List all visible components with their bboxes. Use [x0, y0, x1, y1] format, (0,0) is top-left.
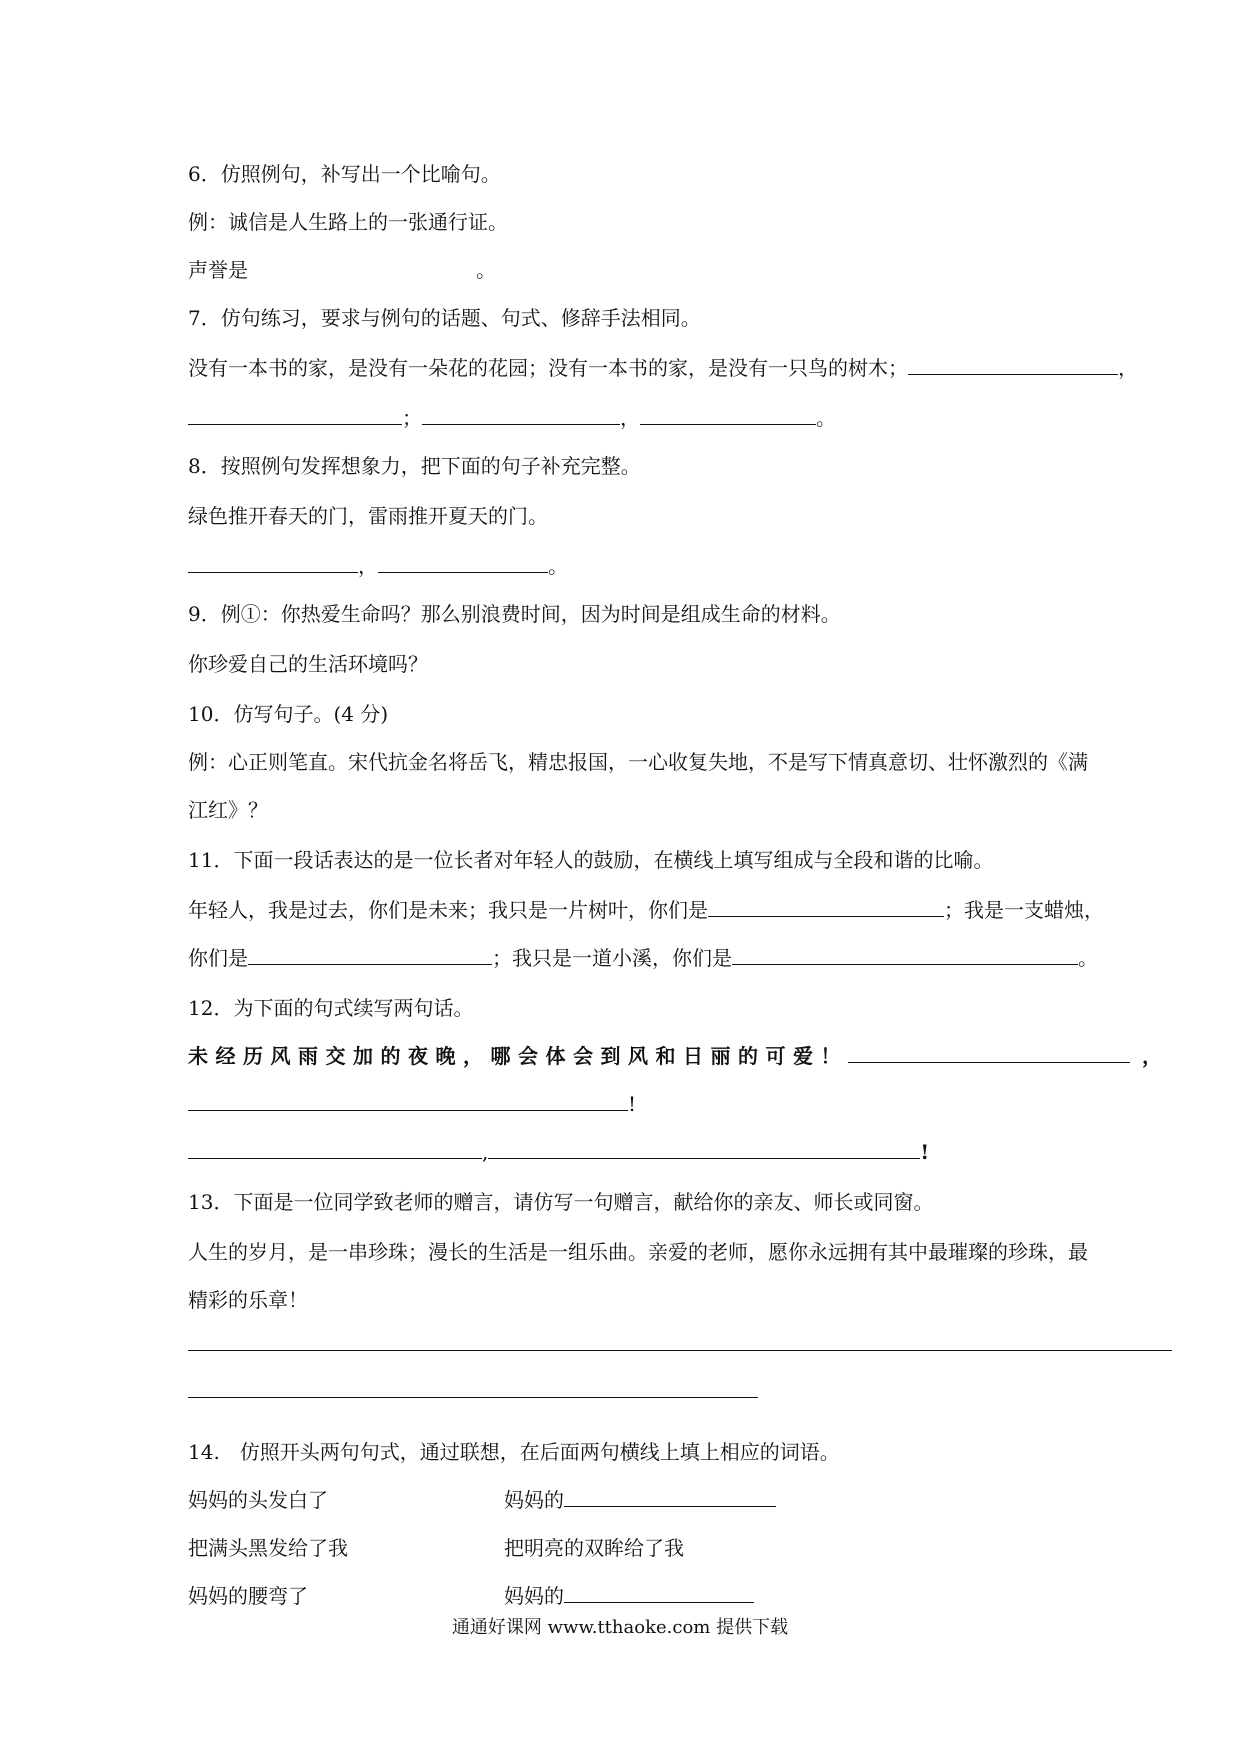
q7-end: 。: [816, 406, 836, 430]
q14-title: 14. 仿照开头两句句式，通过联想，在后面两句横线上填上相应的词语。: [188, 1440, 840, 1464]
q11-line1: [188, 896, 1104, 924]
q14-row-1-left: 妈妈的头发白了: [188, 1488, 328, 1512]
q7-blank-1[interactable]: [908, 354, 1118, 375]
q11-text-1: 年轻人，我是过去，你们是未来；我只是一片树叶，你们是: [188, 898, 708, 922]
q14-blank-2[interactable]: [564, 1582, 754, 1603]
q13-line1: 人生的岁月，是一串珍珠；漫长的生活是一组乐曲。亲爱的老师，愿你永远拥有其中最璀璨的珍珠，最: [188, 1240, 1088, 1264]
q7-blank-3[interactable]: [422, 404, 620, 425]
q12-line1: [188, 1042, 1162, 1070]
q12-line3: [188, 1138, 929, 1166]
q12-excl-1: !: [628, 1092, 637, 1116]
q12-comma: ，: [1142, 1044, 1162, 1068]
q6-prompt: 声誉是: [188, 258, 248, 282]
q11-blank-2[interactable]: [248, 944, 492, 965]
q8-comma: ，: [358, 554, 378, 578]
q10-example-line2: 江红》？: [188, 798, 268, 822]
page-footer: 通通好课网 www.tthaoke.com 提供下载: [451, 1617, 789, 1638]
q14-row-1-right: [504, 1486, 776, 1514]
q12-blank-2[interactable]: [188, 1090, 628, 1111]
q9-prompt: 你珍爱自己的生活环境吗？: [188, 652, 428, 676]
q7-blank-4[interactable]: [640, 404, 816, 425]
q8-example: 绿色推开春天的门，雷雨推开夏天的门。: [188, 504, 548, 528]
q14-row-1-prefix: 妈妈的: [504, 1488, 564, 1512]
q11-blank-1[interactable]: [708, 896, 944, 917]
q8-title: 8．按照例句发挥想象力，把下面的句子补充完整。: [188, 454, 641, 478]
q8-blank-2[interactable]: [378, 552, 548, 573]
q14-row-3-left: 妈妈的腰弯了: [188, 1584, 308, 1608]
q7-semicolon: ；: [402, 406, 422, 430]
q14-blank-1[interactable]: [564, 1486, 776, 1507]
q11-title: 11．下面一段话表达的是一位长者对年轻人的鼓励，在横线上填写组成与全段和谐的比喻。: [188, 848, 994, 872]
q14-row-2-right: 把明亮的双眸给了我: [504, 1536, 684, 1560]
q8-end: 。: [548, 554, 568, 578]
q9-title: 9．例①：你热爱生命吗？那么别浪费时间，因为时间是组成生命的材料。: [188, 602, 841, 626]
q10-title: 10．仿写句子。(4 分): [188, 702, 389, 726]
q11-text-3: 你们是: [188, 946, 248, 970]
q11-text-4: ；我只是一道小溪，你们是: [492, 946, 732, 970]
q12-title: 12．为下面的句式续写两句话。: [188, 996, 474, 1020]
q7-blank-2[interactable]: [188, 404, 402, 425]
q14-row-2-left: 把满头黑发给了我: [188, 1536, 348, 1560]
q6-example: 例：诚信是人生路上的一张通行证。: [188, 210, 508, 234]
q11-end: 。: [1078, 946, 1098, 970]
q6-answer-line: [188, 256, 496, 284]
q7-line2: [188, 404, 836, 432]
q11-text-2: ；我是一支蜡烛，: [944, 898, 1104, 922]
q14-row-3-prefix: 妈妈的: [504, 1584, 564, 1608]
q7-title: 7．仿句练习，要求与例句的话题、句式、修辞手法相同。: [188, 306, 701, 330]
q8-answer-line: [188, 552, 568, 580]
q10-example-line1: 例：心正则笔直。宋代抗金名将岳飞，精忠报国，一心收复失地，不是写下情真意切、壮怀激烈的《满: [188, 750, 1088, 774]
q13-line2: 精彩的乐章！: [188, 1288, 308, 1312]
q12-excl-2: !: [920, 1140, 930, 1164]
q12-blank-1[interactable]: [848, 1042, 1130, 1063]
q12-line2: [188, 1090, 636, 1118]
q13-title: 13．下面是一位同学致老师的赠言，请仿写一句赠言，献给你的亲友、师长或同窗。: [188, 1190, 934, 1214]
q12-sentence: 未经历风雨交加的夜晚，哪会体会到风和日丽的可爱！: [188, 1044, 848, 1068]
q13-answer-rule-2[interactable]: [188, 1397, 758, 1398]
q7-example: 没有一本书的家，是没有一朵花的花园；没有一本书的家，是没有一只鸟的树木；: [188, 356, 908, 380]
q12-blank-4[interactable]: [488, 1138, 920, 1159]
q13-answer-rule-1[interactable]: [188, 1350, 1172, 1351]
q6-title: 6．仿照例句，补写出一个比喻句。: [188, 162, 501, 186]
q11-line2: [188, 944, 1098, 972]
q12-blank-3[interactable]: [188, 1138, 482, 1159]
q7-comma-2: ，: [620, 406, 640, 430]
q8-blank-1[interactable]: [188, 552, 358, 573]
q11-blank-3[interactable]: [732, 944, 1078, 965]
q14-row-3-right: [504, 1582, 754, 1610]
q6-end: 。: [476, 258, 496, 282]
q12-comma-2: ,: [482, 1140, 489, 1164]
q7-line1: [188, 354, 1138, 382]
q7-comma: ，: [1118, 356, 1138, 380]
